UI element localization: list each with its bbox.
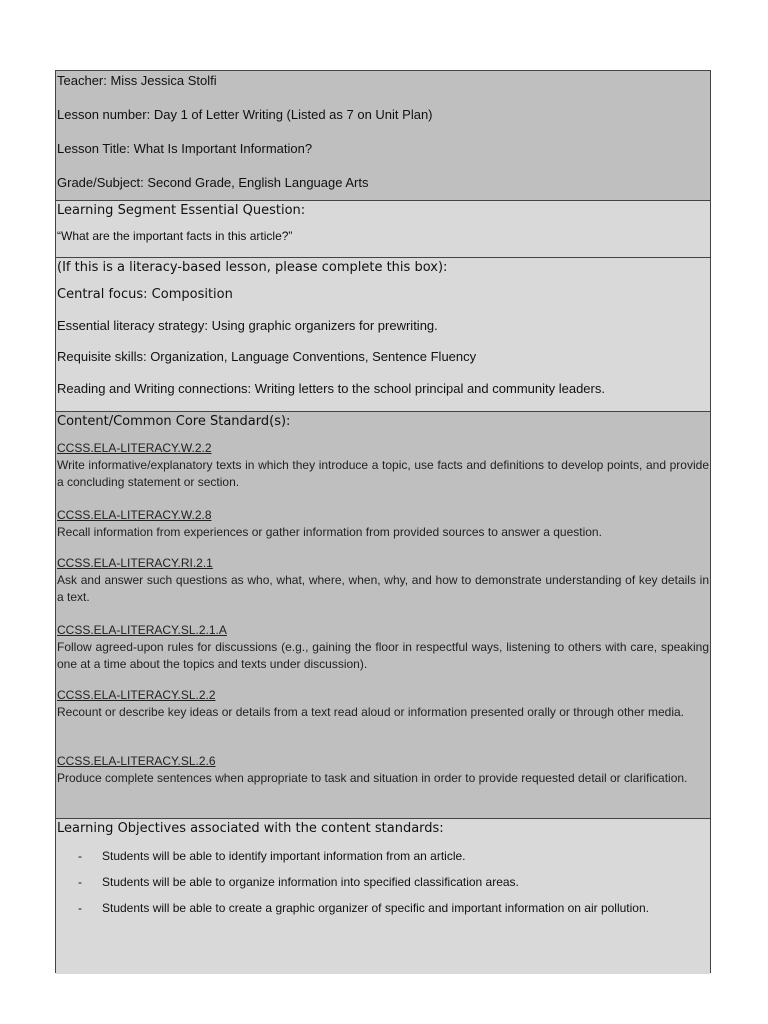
standard-item [57, 687, 709, 721]
standard-code-link[interactable]: CCSS.ELA-LITERACY.SL.2.6 [57, 754, 216, 768]
teacher-line: Teacher: Miss Jessica Stolfi [57, 73, 217, 88]
standard-item [57, 753, 709, 787]
grade-subject-line: Grade/Subject: Second Grade, English Language Arts [57, 175, 369, 190]
objective-text: Students will be able to create a graphic organizer of specific and important information on air pollution. [102, 901, 649, 915]
objective-text: Students will be able to organize information into specified classification areas. [102, 875, 519, 889]
central-focus [57, 286, 233, 302]
standard-item [57, 507, 709, 541]
objectives-label: Learning Objectives associated with the content standards: [57, 821, 444, 836]
lesson-plan-table [55, 70, 711, 973]
literacy-cell [56, 258, 710, 412]
standard-item [57, 555, 709, 606]
standard-code-link[interactable]: CCSS.ELA-LITERACY.SL.2.2 [57, 688, 216, 702]
essential-question-text: “What are the important facts in this article?” [57, 229, 293, 243]
standard-code-link[interactable]: CCSS.ELA-LITERACY.RI.2.1 [57, 556, 213, 570]
standard-code-link[interactable]: CCSS.ELA-LITERACY.SL.2.1.A [57, 623, 227, 637]
central-focus-text: Central focus: Composition [57, 287, 233, 302]
standard-code-link[interactable]: CCSS.ELA-LITERACY.W.2.8 [57, 508, 212, 522]
literacy-intro: (If this is a literacy-based lesson, please complete this box): [57, 260, 448, 275]
standards-cell [56, 412, 710, 819]
bullet-dash: - [78, 875, 82, 889]
lesson-number-line: Lesson number: Day 1 of Letter Writing (Listed as 7 on Unit Plan) [57, 107, 433, 122]
objective-item [78, 847, 709, 865]
standard-description: Ask and answer such questions as who, what, where, when, why, and how to demonstrate understanding of key details in a text. [57, 573, 709, 604]
essential-question-label: Learning Segment Essential Question: [57, 203, 306, 218]
standard-description: Produce complete sentences when appropriate to task and situation in order to provide requested detail or clarification. [57, 771, 688, 785]
standards-label: Content/Common Core Standard(s): [57, 414, 291, 429]
standard-item [57, 440, 709, 491]
lesson-title-line: Lesson Title: What Is Important Information? [57, 141, 313, 156]
standard-code-link[interactable]: CCSS.ELA-LITERACY.W.2.2 [57, 441, 212, 455]
essential-question-cell [56, 201, 710, 258]
standard-description: Recall information from experiences or gather information from provided sources to answer a question. [57, 525, 602, 539]
standard-description: Write informative/explanatory texts in which they introduce a topic, use facts and definitions to develop points, and provide a concluding statement or section. [57, 458, 709, 489]
objective-item [78, 899, 709, 917]
bullet-dash: - [78, 849, 82, 863]
objective-text: Students will be able to identify important information from an article. [102, 849, 466, 863]
lesson-header-cell [56, 71, 710, 201]
requisite-skills: Requisite skills: Organization, Language Conventions, Sentence Fluency [57, 349, 477, 364]
standard-item [57, 622, 709, 673]
standard-description: Recount or describe key ideas or details from a text read aloud or information presented orally or through other media. [57, 705, 684, 719]
objectives-cell [56, 819, 710, 974]
reading-writing-connections: Reading and Writing connections: Writing letters to the school principal and community leaders. [57, 381, 605, 396]
bullet-dash: - [78, 901, 82, 915]
objective-item [78, 873, 709, 891]
literacy-strategy: Essential literacy strategy: Using graphic organizers for prewriting. [57, 318, 438, 333]
standard-description: Follow agreed-upon rules for discussions (e.g., gaining the floor in respectful ways, listening to others with care, speaking one at a time about the topics and texts under discussion). [57, 640, 709, 671]
